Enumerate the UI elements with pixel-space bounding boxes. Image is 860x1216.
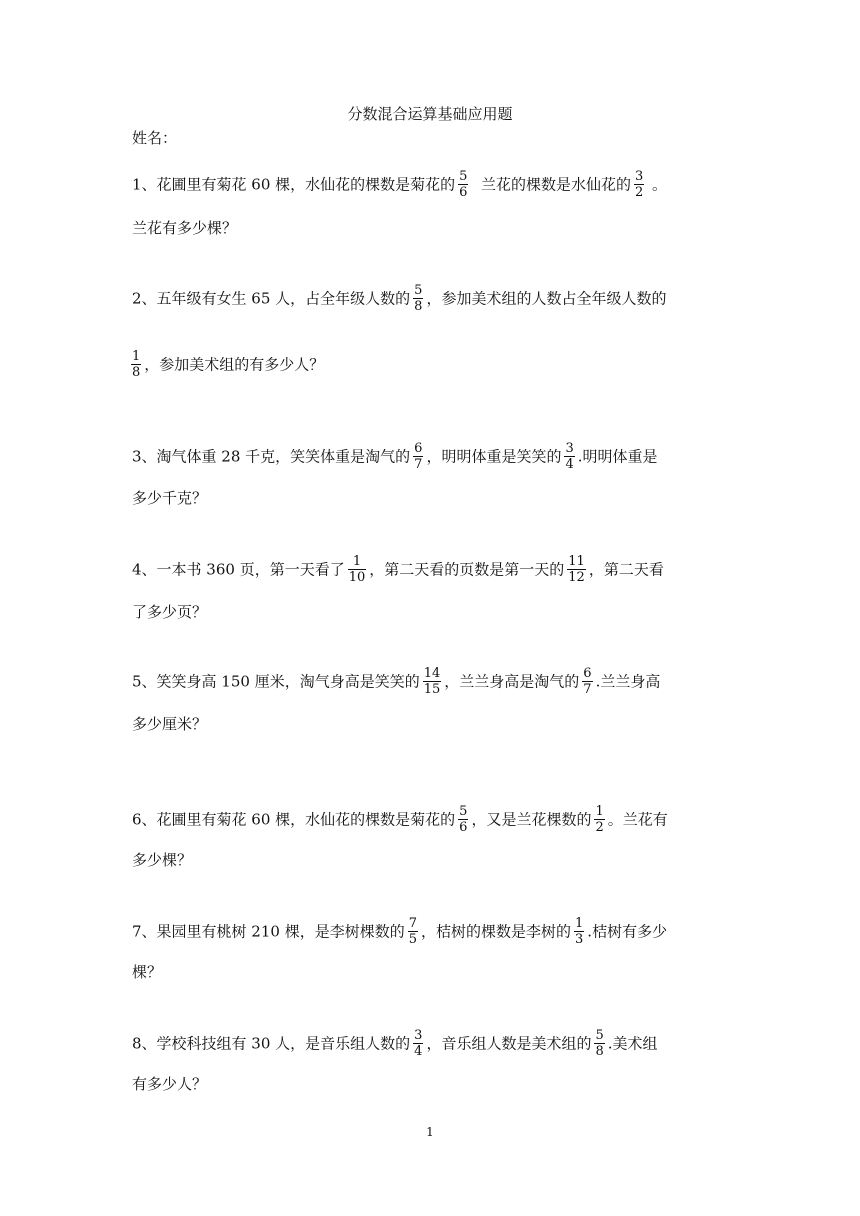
problem-1-line-1 bbox=[132, 170, 667, 201]
fraction-denominator: 6 bbox=[459, 185, 468, 200]
fraction-numerator: 3 bbox=[414, 1028, 423, 1043]
document-title: 分数混合运算基础应用题 bbox=[347, 105, 513, 123]
fraction-denominator: 15 bbox=[423, 682, 441, 697]
problem-7-text-a: 7、果园里有桃树 210 棵，是李树棵数的 bbox=[132, 922, 405, 941]
fraction-numerator: 1 bbox=[132, 349, 141, 364]
problem-6-fraction-1 bbox=[458, 804, 468, 835]
problem-6-text-a: 6、花圃里有菊花 60 棵，水仙花的棵数是菊花的 bbox=[132, 810, 456, 829]
problem-7-text-b: ，桔树的棵数是李树的 bbox=[421, 922, 572, 941]
name-label: 姓名： bbox=[132, 129, 178, 147]
problem-2-fraction-2 bbox=[131, 349, 141, 380]
problem-4-line-1 bbox=[132, 555, 664, 586]
problem-4-line-2: 了多少页？ bbox=[132, 603, 208, 621]
problem-5-line-2: 多少厘米？ bbox=[132, 715, 208, 733]
problem-5-text-c: .兰兰身高 bbox=[595, 672, 661, 691]
problem-2-text-c: ，参加美术组的有多少人？ bbox=[144, 355, 325, 374]
problem-5-text-a: 5、笑笑身高 150 厘米，淘气身高是笑笑的 bbox=[132, 672, 420, 691]
fraction-numerator: 6 bbox=[583, 666, 592, 681]
problem-1-text-b: 兰花的棵数是水仙花的 bbox=[471, 175, 631, 194]
fraction-numerator: 6 bbox=[414, 441, 423, 456]
fraction-denominator: 2 bbox=[635, 185, 644, 200]
fraction-numerator: 3 bbox=[565, 441, 574, 456]
problem-8-line-2: 有多少人？ bbox=[132, 1075, 208, 1093]
problem-8-text-a: 8、学校科技组有 30 人，是音乐组人数的 bbox=[132, 1034, 411, 1053]
fraction-denominator: 4 bbox=[414, 1044, 423, 1059]
problem-4-text-a: 4、一本书 360 页，第一天看了 bbox=[132, 560, 345, 579]
problem-1-fraction-1 bbox=[458, 169, 468, 200]
problem-8-line-1 bbox=[132, 1029, 658, 1060]
fraction-denominator: 6 bbox=[459, 820, 468, 835]
fraction-numerator: 1 bbox=[352, 554, 362, 569]
fraction-denominator: 7 bbox=[414, 457, 423, 472]
problem-5-fraction-1 bbox=[423, 666, 442, 697]
problem-3-text-b: ，明明体重是笑笑的 bbox=[426, 447, 562, 466]
problem-3-text-c: .明明体重是 bbox=[577, 447, 658, 466]
problem-3-fraction-2 bbox=[564, 441, 574, 472]
problem-6-fraction-2 bbox=[594, 804, 604, 835]
fraction-numerator: 5 bbox=[459, 804, 468, 819]
problem-2-text-a: 2、五年级有女生 65 人，占全年级人数的 bbox=[132, 289, 411, 308]
problem-7-text-c: .桔树有多少 bbox=[587, 922, 668, 941]
problem-6-text-c: 。兰花有 bbox=[607, 810, 668, 829]
problem-8-fraction-2 bbox=[594, 1028, 604, 1059]
fraction-denominator: 10 bbox=[348, 570, 366, 585]
fraction-numerator: 5 bbox=[414, 283, 423, 298]
problem-1-fraction-2 bbox=[634, 169, 644, 200]
problem-7-fraction-1 bbox=[408, 916, 418, 947]
problem-8-fraction-1 bbox=[413, 1028, 423, 1059]
fraction-denominator: 7 bbox=[583, 682, 592, 697]
problem-2-text-b: ，参加美术组的人数占全年级人数的 bbox=[426, 289, 667, 308]
fraction-denominator: 4 bbox=[565, 457, 574, 472]
problem-2-line-2 bbox=[128, 350, 324, 381]
fraction-denominator: 3 bbox=[575, 932, 584, 947]
problem-5-text-b: ，兰兰身高是淘气的 bbox=[444, 672, 580, 691]
problem-6-line-1 bbox=[132, 805, 668, 836]
problem-8-text-b: ，音乐组人数是美术组的 bbox=[426, 1034, 592, 1053]
fraction-numerator: 3 bbox=[635, 169, 644, 184]
problem-6-line-2: 多少棵？ bbox=[132, 851, 193, 869]
fraction-numerator: 5 bbox=[595, 1028, 604, 1043]
fraction-denominator: 2 bbox=[595, 820, 604, 835]
fraction-numerator: 5 bbox=[459, 169, 468, 184]
problem-4-text-c: ，第二天看 bbox=[588, 560, 664, 579]
problem-4-fraction-2 bbox=[567, 554, 586, 585]
problem-1-text-c: 。 bbox=[647, 175, 668, 194]
fraction-numerator: 14 bbox=[423, 666, 441, 681]
problem-6-text-b: ，又是兰花棵数的 bbox=[471, 810, 592, 829]
problem-5-fraction-2 bbox=[582, 666, 592, 697]
fraction-denominator: 8 bbox=[414, 299, 423, 314]
problem-3-fraction-1 bbox=[413, 441, 423, 472]
problem-1-line-2: 兰花有多少棵？ bbox=[132, 219, 238, 237]
fraction-numerator: 7 bbox=[408, 916, 417, 931]
problem-4-fraction-1 bbox=[348, 554, 367, 585]
fraction-denominator: 8 bbox=[132, 365, 141, 380]
page-number: 1 bbox=[426, 1125, 434, 1139]
fraction-denominator: 8 bbox=[595, 1044, 604, 1059]
problem-4-text-b: ，第二天看的页数是第一天的 bbox=[369, 560, 565, 579]
problem-3-line-2: 多少千克？ bbox=[132, 489, 208, 507]
problem-1-text-a: 1、花圃里有菊花 60 棵，水仙花的棵数是菊花的 bbox=[132, 175, 456, 194]
fraction-numerator: 1 bbox=[595, 804, 604, 819]
problem-7-fraction-2 bbox=[574, 916, 584, 947]
problem-5-line-1 bbox=[132, 667, 660, 698]
fraction-numerator: 1 bbox=[575, 916, 584, 931]
fraction-numerator: 11 bbox=[568, 554, 585, 569]
problem-8-text-c: .美术组 bbox=[607, 1034, 658, 1053]
problem-7-line-1 bbox=[132, 917, 667, 948]
fraction-denominator: 5 bbox=[408, 932, 417, 947]
problem-7-line-2: 棵？ bbox=[132, 963, 163, 981]
fraction-denominator: 12 bbox=[568, 570, 585, 585]
problem-3-text-a: 3、淘气体重 28 千克，笑笑体重是淘气的 bbox=[132, 447, 411, 466]
problem-2-fraction-1 bbox=[413, 283, 423, 314]
problem-3-line-1 bbox=[132, 442, 658, 473]
problem-2-line-1 bbox=[132, 284, 666, 315]
